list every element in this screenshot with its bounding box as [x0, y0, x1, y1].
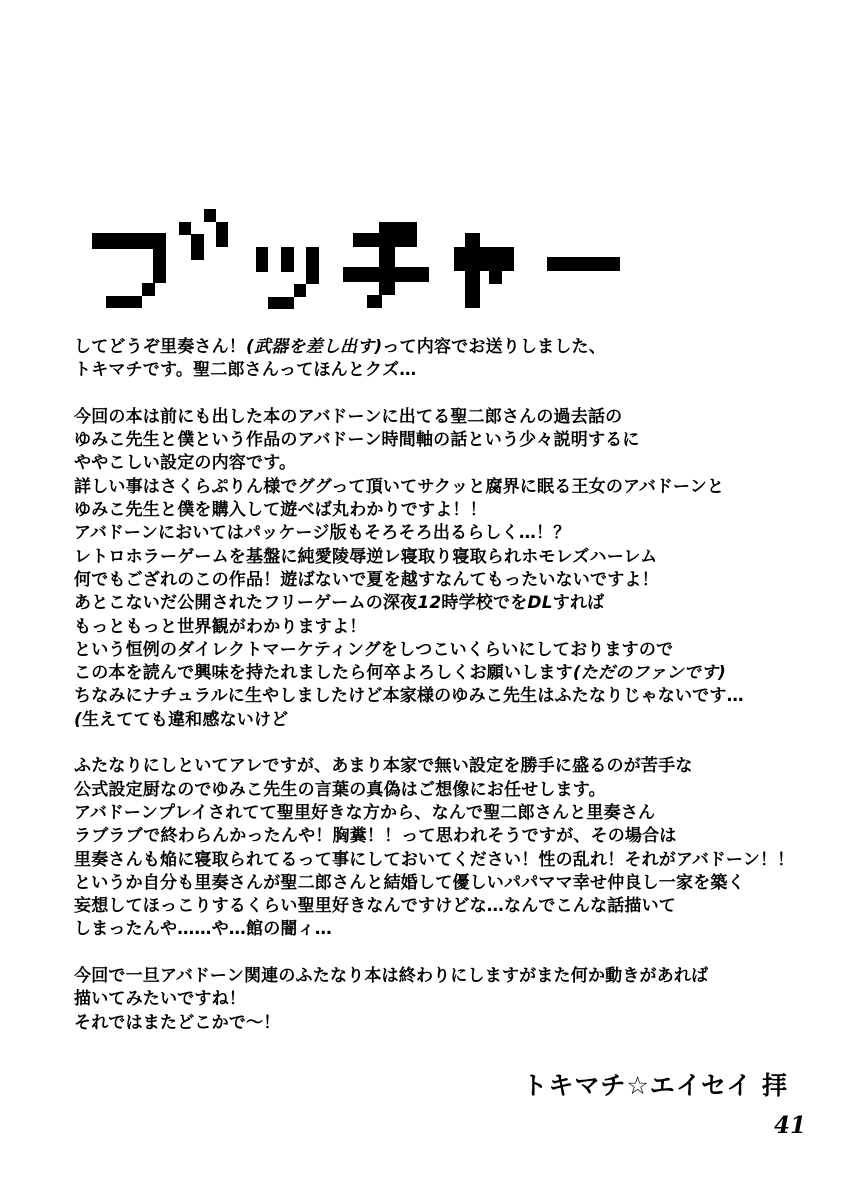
- body-line: という恒例のダイレクトマーケティングをしつこいくらいにしておりますので: [74, 639, 674, 660]
- body-line: 描いてみたいですね！: [74, 989, 246, 1010]
- afterword-text: [74, 336, 819, 1058]
- body-line: ゆみこ先生と僕という作品のアバドーン時間軸の話という少々説明するに: [74, 430, 640, 451]
- body-paragraph: [74, 406, 819, 732]
- body-line: 今回の本は前にも出した本のアバドーンに出てる聖二郎さんの過去話の: [74, 406, 623, 427]
- body-line: というか自分も里奏さんが聖二郎さんと結婚して優しいパパママ幸せ仲良し一家を築く: [74, 872, 745, 893]
- body-line: アバドーンプレイされてて聖里好きな方から、なんで聖二郎さんと里奏さん: [74, 802, 656, 823]
- body-paragraph: [74, 336, 819, 383]
- body-line: (生えてても違和感ないけど: [74, 709, 289, 730]
- body-line: それではまたどこかで～！: [74, 1012, 281, 1033]
- body-line: ややこしい設定の内容です。: [74, 453, 297, 474]
- body-line: あとこないだ公開されたフリーゲームの深夜12時学校でをDLすれば: [74, 593, 605, 614]
- body-line: 妄想してほっこりするくらい聖里好きなんですけどな…なんでこんな話描いて: [74, 896, 676, 917]
- body-line: ふたなりにしといてアレですが、あまり本家で無い設定を勝手に盛るのが苦手な: [74, 756, 693, 777]
- body-line: アバドーンにおいてはパッケージ版もそろそろ出るらしく…！？: [74, 523, 571, 544]
- body-paragraph: [74, 755, 819, 941]
- page-number: 41: [773, 1112, 806, 1139]
- body-line: 今回で一旦アバドーン関連のふたなり本は終わりにしますがまた何か動きがあれば: [74, 966, 709, 987]
- body-paragraph: [74, 965, 819, 1035]
- body-line: 公式設定厨なのでゆみこ先生の言葉の真偽はご想像にお任せします。: [74, 779, 606, 800]
- body-line: してどうぞ里奏さん！(武器を差し出す)って内容でお送りしました、: [74, 337, 606, 357]
- body-line: ゆみこ先生と僕を購入して遊べば丸わかりですよ！！: [74, 500, 487, 521]
- page-title-pixel-art: [85, 205, 630, 315]
- signature: トキマチ☆エイセイ 拝: [522, 1071, 788, 1100]
- body-line: もっともっと世界観がわかりますよ！: [74, 616, 367, 637]
- body-line: 何でもござれのこの作品！遊ばないで夏を越すなんてもったいないですよ！: [74, 569, 659, 590]
- body-line: トキマチです。聖二郎さんってほんとクズ…: [74, 360, 417, 381]
- body-line: ラブラブで終わらんかったんや！胸糞！！って思われそうですが、その場合は: [74, 826, 677, 847]
- body-line: 詳しい事はさくらぷりん様でググって頂いてサクッと腐界に眠る王女のアバドーンと: [74, 476, 725, 497]
- body-line: この本を読んで興味を持たれましたら何卒よろしくお願いします(ただのファンです): [74, 663, 727, 684]
- body-line: ちなみにナチュラルに生やしましたけど本家様のゆみこ先生はふたなりじゃないです…: [74, 686, 744, 707]
- body-line: しまったんや……や…館の闇ィ…: [74, 919, 332, 940]
- body-line: レトロホラーゲームを基盤に純愛陵辱逆レ寝取り寝取られホモレズハーレム: [74, 546, 658, 567]
- body-line: 里奏さんも焔に寝取られてるって事にしておいてください！性の乱れ！それがアバドーン！！: [74, 849, 795, 870]
